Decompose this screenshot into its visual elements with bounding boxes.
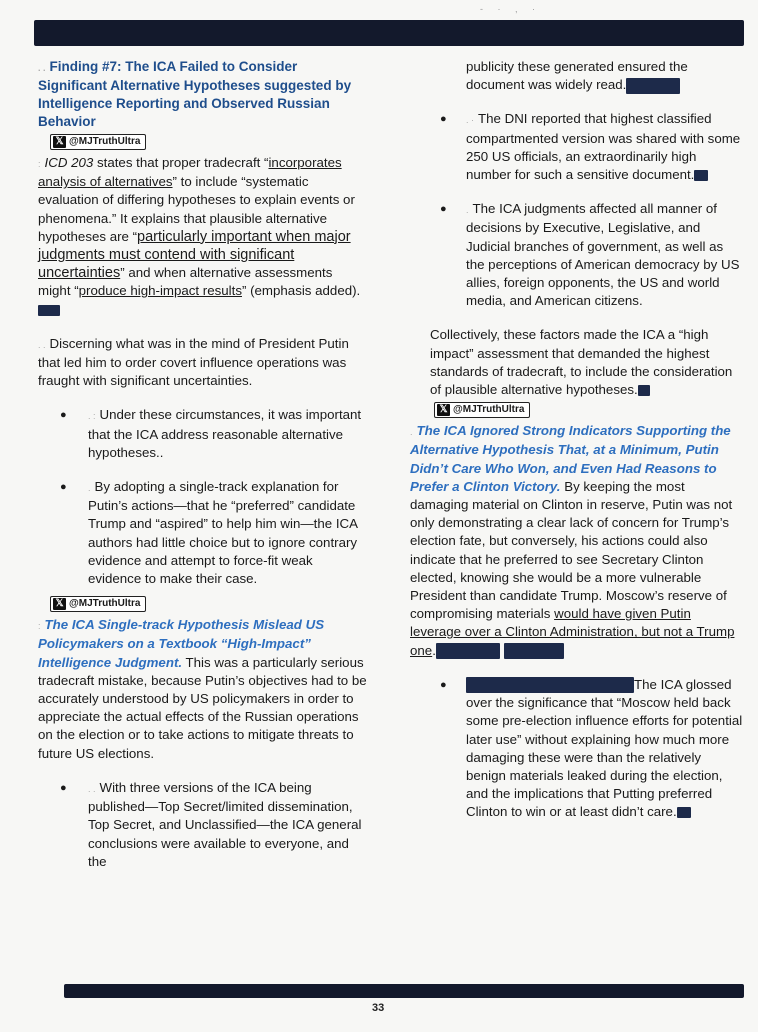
left-column [38, 58, 368, 871]
finding-heading: . . Finding #7: The ICA Failed to Consider Significant Alternative Hypotheses suggested by Intelligence Reporting and Observed Russian Behavior [38, 59, 352, 129]
paragraph-discerning: . . Discerning what was in the mind of President Putin that led him to order covert influence operations was fraught with significant uncertainties. [38, 335, 349, 389]
right-column [410, 58, 744, 822]
social-badge-3[interactable]: 𝕏 @MJTruthUltra [434, 402, 530, 418]
scan-marks: - · , · [480, 4, 541, 14]
x-logo-icon: 𝕏 [53, 598, 66, 610]
paragraph-continued: publicity these generated ensured the document was widely read. [466, 59, 688, 93]
redaction-box [694, 170, 708, 181]
bullet-judgments-affected: ● . The ICA judgments affected all manner of decisions by Executive, Legislative, and Judicial branches of government, as well as the perceptions of American democracy by US allies, foreign opponents, the US and world media, and American citizens. [440, 201, 740, 309]
bullet-icon: ● [440, 113, 447, 126]
social-badge[interactable]: 𝕏 @MJTruthUltra [50, 134, 146, 150]
bullet-icon: ● [60, 781, 67, 794]
bullet-ica-glossed: ● The ICA glossed over the significance that “Moscow held back some pre-election influence efforts for potential later use” without explaining how much more damaging these were than the relatively benign materials leaked during the election, and the implications that Putting preferred Clinton to win or at least didn’t care. [440, 676, 743, 820]
paragraph-collectively: Collectively, these factors made the ICA a “high impact” assessment that demanded the highest standards of tradecraft, to include the consideration of plausible alternative hypotheses. [430, 327, 733, 398]
top-redaction-bar [34, 20, 744, 46]
redaction-box [436, 643, 500, 659]
paragraph-ignored-indicators: . The ICA Ignored Strong Indicators Supporting the Alternative Hypothesis That, at a Minimum, Putin Didn’t Care Who Won, and Even Had Reasons to Prefer a Clinton Victory. By keeping the most damaging material on Clinton in reserve, Putin was not only demonstrating a clear lack of concern for Trump’s election fate, but conversely, his actions could also indicate that he preferred to see Secretary Clinton elected, knowing she would be a more vulnerable President than candidate Trump. Moscow’s reserve of compromising materials would have given Putin leverage over a Clinton Administration, but not a Trump one. [410, 423, 735, 658]
paragraph-single-track-hypothesis: : The ICA Single-track Hypothesis Mislead US Policymakers on a Textbook “High-Impact” Intelligence Judgment. This was a particularly serious tradecraft mistake, because Putin’s objectives had to be accurately understood by US policymakers in order to appreciate the actual effects of the Russian operations on the election or to take actions to mitigate threats to future US elections. [38, 617, 367, 761]
redaction-box [466, 677, 634, 693]
bottom-redaction-bar [64, 984, 744, 998]
bullet-icon: ● [440, 678, 447, 691]
redaction-box [504, 643, 564, 659]
paragraph-icd203: : ICD 203 states that proper tradecraft “incorporates analysis of alternatives” to include “systematic evaluation of differing hypotheses to explain events or phenomena.” It explains that plausible alternative hypotheses are “particularly important when major judgments must contend with significant uncertainties” and when alternative assessments might “produce high-impact results” (emphasis added). [38, 154, 368, 319]
bullet-three-versions: ● . . With three versions of the ICA being published—Top Secret/limited dissemination, Top Secret, and Unclassified—the ICA general conclusions were available to everyone, and the [60, 779, 362, 869]
x-logo-icon: 𝕏 [437, 404, 450, 416]
bullet-circumstances: ● . : Under these circumstances, it was important that the ICA address reasonable alternative hypotheses.. [60, 407, 362, 460]
bullet-icon: ● [440, 203, 447, 216]
bullet-dni-reported: ● . · The DNI reported that highest classified compartmented version was shared with some 250 US officials, an extraordinarily high number for such a sensitive document. [440, 111, 741, 183]
x-logo-icon: 𝕏 [53, 136, 66, 148]
redaction-box [677, 807, 691, 818]
page-number: 33 [372, 1002, 385, 1014]
redaction-box [38, 305, 60, 316]
bullet-single-track: ● . By adopting a single-track explanation for Putin’s actions—that he “preferred” candidate Trump and “aspired” to help him win—the ICA authors had little choice but to ignore contrary evidence and attempt to force-fit weak evidence to make their case. [60, 479, 358, 587]
redaction-box [626, 78, 680, 94]
redaction-box [638, 385, 650, 396]
bullet-icon: ● [60, 481, 67, 494]
bullet-icon: ● [60, 409, 67, 422]
social-badge-2[interactable]: 𝕏 @MJTruthUltra [50, 596, 146, 612]
